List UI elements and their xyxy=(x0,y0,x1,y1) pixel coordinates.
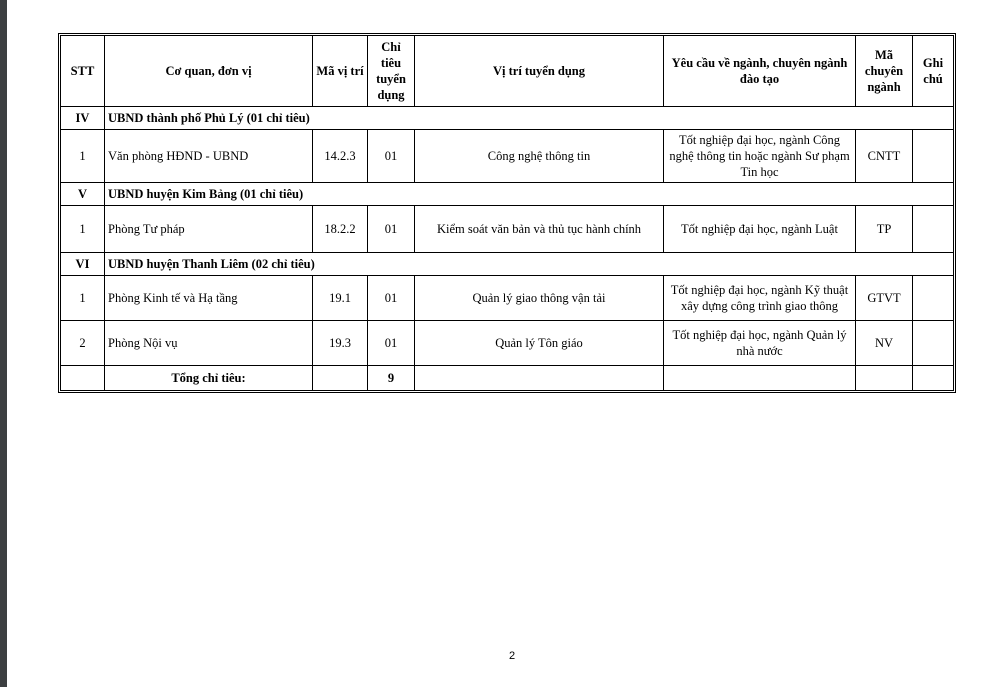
section-stt: V xyxy=(61,183,105,206)
cell-position-code: 18.2.2 xyxy=(313,206,368,253)
cell-stt: 1 xyxy=(61,276,105,321)
cell-quota: 01 xyxy=(368,130,415,183)
section-title: UBND huyện Thanh Liêm (02 chỉ tiêu) xyxy=(105,253,953,276)
cell-note xyxy=(913,130,953,183)
viewer-background xyxy=(0,0,7,687)
cell-agency: Văn phòng HĐND - UBND xyxy=(105,130,313,183)
cell-stt: 1 xyxy=(61,130,105,183)
header-agency: Cơ quan, đơn vị xyxy=(105,36,313,107)
table-row xyxy=(61,130,953,183)
table-header-row xyxy=(61,36,953,107)
cell-position-code: 19.1 xyxy=(313,276,368,321)
total-empty-cell xyxy=(61,366,105,390)
cell-note xyxy=(913,321,953,366)
cell-position-code: 14.2.3 xyxy=(313,130,368,183)
cell-major-code: NV xyxy=(856,321,913,366)
header-requirement: Yêu cầu về ngành, chuyên ngành đào tạo xyxy=(664,36,856,107)
cell-major-code: TP xyxy=(856,206,913,253)
section-row xyxy=(61,107,953,130)
cell-major-code: CNTT xyxy=(856,130,913,183)
table-row xyxy=(61,321,953,366)
cell-agency: Phòng Kinh tế và Hạ tầng xyxy=(105,276,313,321)
header-position: Vị trí tuyển dụng xyxy=(415,36,664,107)
cell-position: Quản lý giao thông vận tải xyxy=(415,276,664,321)
cell-position: Kiểm soát văn bản và thủ tục hành chính xyxy=(415,206,664,253)
header-position-code: Mã vị trí xyxy=(313,36,368,107)
cell-agency: Phòng Tư pháp xyxy=(105,206,313,253)
cell-quota: 01 xyxy=(368,321,415,366)
section-row xyxy=(61,183,953,206)
header-stt: STT xyxy=(61,36,105,107)
cell-position: Công nghệ thông tin xyxy=(415,130,664,183)
document-page xyxy=(7,0,993,687)
section-title: UBND thành phố Phủ Lý (01 chỉ tiêu) xyxy=(105,107,953,130)
cell-position-code: 19.3 xyxy=(313,321,368,366)
section-title: UBND huyện Kim Bảng (01 chỉ tiêu) xyxy=(105,183,953,206)
cell-major-code: GTVT xyxy=(856,276,913,321)
total-empty-cell xyxy=(913,366,953,390)
total-empty-cell xyxy=(856,366,913,390)
cell-agency: Phòng Nội vụ xyxy=(105,321,313,366)
header-quota: Chỉ tiêu tuyển dụng xyxy=(368,36,415,107)
cell-position: Quản lý Tôn giáo xyxy=(415,321,664,366)
total-row xyxy=(61,366,953,390)
cell-requirement: Tốt nghiệp đại học, ngành Kỹ thuật xây dựng công trình giao thông xyxy=(664,276,856,321)
page-number: 2 xyxy=(508,650,516,662)
cell-stt: 2 xyxy=(61,321,105,366)
section-stt: IV xyxy=(61,107,105,130)
cell-note xyxy=(913,276,953,321)
total-empty-cell xyxy=(415,366,664,390)
cell-quota: 01 xyxy=(368,276,415,321)
total-value: 9 xyxy=(368,366,415,390)
total-empty-cell xyxy=(313,366,368,390)
table-row xyxy=(61,206,953,253)
cell-stt: 1 xyxy=(61,206,105,253)
section-stt: VI xyxy=(61,253,105,276)
cell-quota: 01 xyxy=(368,206,415,253)
cell-requirement: Tốt nghiệp đại học, ngành Công nghệ thông tin hoặc ngành Sư phạm Tin học xyxy=(664,130,856,183)
cell-note xyxy=(913,206,953,253)
section-row xyxy=(61,253,953,276)
total-empty-cell xyxy=(664,366,856,390)
cell-requirement: Tốt nghiệp đại học, ngành Luật xyxy=(664,206,856,253)
header-major-code: Mã chuyên ngành xyxy=(856,36,913,107)
table-row xyxy=(61,276,953,321)
header-note: Ghi chú xyxy=(913,36,953,107)
cell-requirement: Tốt nghiệp đại học, ngành Quản lý nhà nước xyxy=(664,321,856,366)
total-label: Tổng chỉ tiêu: xyxy=(105,366,313,390)
recruitment-table xyxy=(58,33,956,393)
